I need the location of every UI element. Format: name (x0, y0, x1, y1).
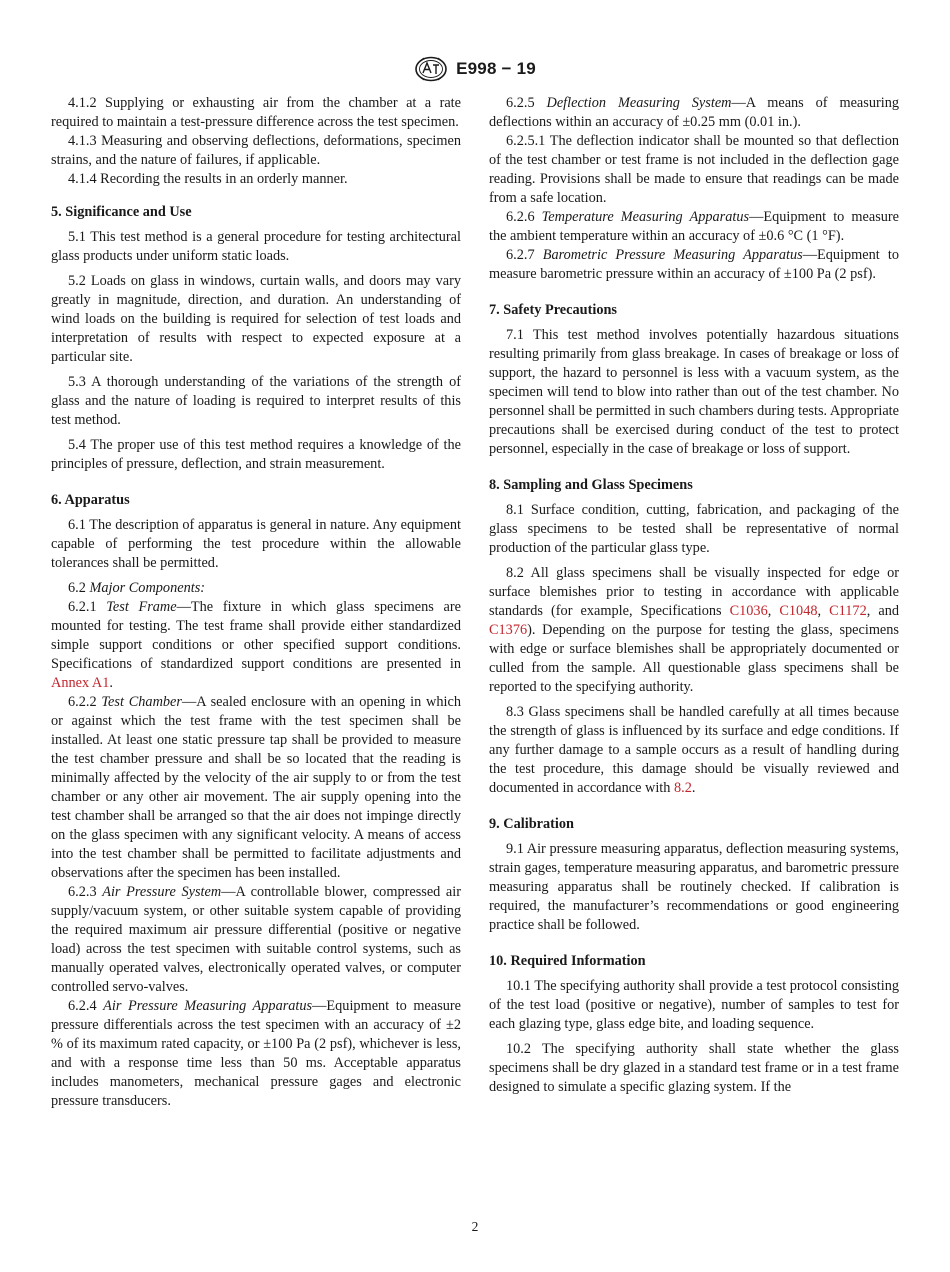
annex-a1-link[interactable]: Annex A1 (51, 675, 110, 691)
paragraph-text: —A means of measuring deflections within an accuracy of ±0.25 mm (0.01 in.). (489, 95, 900, 130)
page-number: 2 (471, 1219, 479, 1234)
separator: , (767, 603, 780, 619)
paragraph-text: —Equipment to measure the ambient temperature within an accuracy of ±0.6 °C (1 °F). (489, 209, 900, 244)
paragraph-8-1: 8.1 Surface condition, cutting, fabrication, and packaging of the glass specimens to be tested shall be representative of normal production of the particular glass type. (489, 502, 899, 556)
paragraph-10-1: 10.1 The specifying authority shall provide a test protocol consisting of the test load (positive or negative), number of samples to test for each glazing type, glass edge bite, and loading sequence. (489, 978, 899, 1032)
left-column (51, 94, 461, 1111)
c1376-link[interactable]: C1376 (489, 622, 528, 638)
paragraph-title: Major Components: (89, 580, 206, 596)
paragraph-5-1: 5.1 This test method is a general procedure for testing architectural glass products under uniform static loads. (51, 229, 461, 264)
paragraph-6-2-3 (51, 883, 461, 997)
paragraph-6-2-4 (51, 997, 461, 1111)
separator: , and (866, 603, 899, 619)
paragraph-text-end: . (691, 780, 696, 796)
paragraph-title: Test Frame (106, 599, 177, 615)
paragraph-title: Air Pressure Measuring Apparatus (103, 998, 313, 1014)
paragraph-text: 8.2 All glass specimens shall be visually inspected for edge or surface blemishes prior to testing in accordance with applicable standards (for example, Specifications (489, 565, 899, 619)
paragraph-6-2-2 (51, 693, 461, 883)
paragraph-number: 6.2 (68, 580, 86, 596)
section-8-2-link[interactable]: 8.2 (674, 780, 692, 796)
paragraph-number: 6.2.4 (68, 998, 97, 1014)
paragraph-number: 6.2.6 (506, 209, 535, 225)
paragraph-number: 6.2.1 (68, 599, 97, 615)
paragraph-9-1: 9.1 Air pressure measuring apparatus, deflection measuring systems, strain gages, temperature measuring apparatus, and barometric pressure measuring apparatus shall be routinely checked. If calibration is required, the manufacturer’s recommendations or good engineering practice shall be followed. (489, 841, 899, 933)
paragraph-5-4: 5.4 The proper use of this test method requires a knowledge of the principles of pressure, deflection, and strain measurement. (51, 437, 461, 472)
paragraph-5-2: 5.2 Loads on glass in windows, curtain walls, and doors may vary greatly in magnitude, direction, and duration. An understanding of wind loads on the building is required for selection of test loads and interpretation of results with respect to expected exposure at a particular site. (51, 273, 461, 365)
paragraph-6-2-7 (489, 246, 899, 284)
c1048-link[interactable]: C1048 (779, 603, 818, 619)
paragraph-text: —A sealed enclosure with an opening in which or against which the test frame with the test specimen shall be installed. At least one static pressure tap shall be provided to measure the test chamber pressure and shall be so located that the reading is minimally affected by the velocity of the air supply to or from the test chamber or any other air movement. The air supply opening into the test chamber shall be arranged so that the air does not impinge directly on the glass specimen with any significant velocity. A means of access into the test chamber shall be permitted to facilitate adjustments and observations after the specimen has been installed. (51, 694, 461, 881)
paragraph-10-2: 10.2 The specifying authority shall state whether the glass specimens shall be dry glazed in a standard test frame or in a test frame designed to simulate a specific glazing system. If the (489, 1041, 899, 1095)
paragraph-text: ). Depending on the purpose for testing the glass, specimens with edge or surface blemishes shall be appropriately documented or culled from the sample. All questionable glass specimens shall be reported to the specifying authority. (489, 622, 899, 695)
paragraph-4-1-3: 4.1.3 Measuring and observing deflections, deformations, specimen strains, and the nature of failures, if applicable. (51, 133, 461, 168)
paragraph-text: —Equipment to measure barometric pressure within an accuracy of ±100 Pa (2 psf). (489, 247, 899, 282)
section-heading-9: 9. Calibration (489, 816, 574, 832)
section-heading-6: 6. Apparatus (51, 492, 130, 508)
paragraph-text: —The fixture in which glass specimens are mounted for testing. The test frame shall provide either standardized simple support conditions or other specified support conditions. Specifications of standardized support conditions are presented in (51, 599, 461, 672)
document-id: E998 − 19 (456, 59, 536, 78)
astm-logo-icon (414, 56, 448, 82)
paragraph-title: Deflection Measuring System (546, 95, 732, 111)
paragraph-6-2-5-1: 6.2.5.1 The deflection indicator shall be mounted so that deflection of the test chamber or test frame is not included in the deflection gage reading. Provisions shall be made to ensure that readings can be made from a safe location. (489, 133, 899, 206)
paragraph-6-2 (51, 579, 461, 598)
page-header (0, 56, 950, 82)
section-heading-5: 5. Significance and Use (51, 204, 192, 220)
paragraph-6-2-1 (51, 598, 461, 693)
right-column (489, 94, 899, 1097)
paragraph-6-1: 6.1 The description of apparatus is general in nature. Any equipment capable of performing the test procedure within the allowable tolerances shall be permitted. (51, 517, 461, 571)
paragraph-title: Barometric Pressure Measuring Apparatus (542, 247, 803, 263)
paragraph-title: Test Chamber (101, 694, 182, 710)
paragraph-5-3: 5.3 A thorough understanding of the variations of the strength of glass and the nature of loading is required to interpret results of this test method. (51, 374, 461, 428)
section-heading-7: 7. Safety Precautions (489, 302, 617, 318)
paragraph-8-3 (489, 703, 899, 798)
paragraph-number: 6.2.3 (68, 884, 97, 900)
paragraph-title: Air Pressure System (102, 884, 222, 900)
paragraph-text-end: . (109, 675, 113, 691)
paragraph-title: Temperature Measuring Apparatus (541, 209, 750, 225)
paragraph-7-1: 7.1 This test method involves potentially hazardous situations resulting primarily from glass breakage. In cases of breakage or loss of support, the hazard to personnel is less with a vacuum system, as the specimen will tend to blow into rather than out of the test chamber. No personnel shall be permitted in such chambers during tests. Appropriate precautions shall be exercised during conduct of the test to protect personnel, especially in the case of breakage or loss of support. (489, 327, 899, 457)
paragraph-number: 6.2.5 (506, 95, 535, 111)
paragraph-number: 6.2.7 (506, 247, 535, 263)
paragraph-text: —A controllable blower, compressed air supply/vacuum system, or other suitable system capable of providing the required maximum air pressure differential (positive or negative load) across the test specimen with suitable control systems, such as manually operated valves, electronically operated valves, or computer controlled servo-valves. (51, 884, 462, 995)
c1172-link[interactable]: C1172 (829, 603, 867, 619)
paragraph-text: —Equipment to measure pressure differentials across the test specimen with an accuracy of ±2 % of its maximum rated capacity, or ±100 Pa (2 psf), whichever is less, and with a response time less than 50 ms. Acceptable apparatus includes manometers, mechanical pressure gages and electronic pressure transducers. (51, 998, 462, 1109)
c1036-link[interactable]: C1036 (729, 603, 768, 619)
paragraph-6-2-6 (489, 208, 899, 246)
section-heading-10: 10. Required Information (489, 953, 646, 969)
paragraph-number: 6.2.2 (68, 694, 97, 710)
paragraph-6-2-5 (489, 94, 899, 132)
paragraph-4-1-2: 4.1.2 Supplying or exhausting air from the chamber at a rate required to maintain a test-pressure difference across the test specimen. (51, 95, 461, 130)
paragraph-8-2 (489, 564, 899, 697)
paragraph-4-1-4: 4.1.4 Recording the results in an orderly manner. (68, 171, 348, 187)
separator: , (817, 603, 830, 619)
section-heading-8: 8. Sampling and Glass Specimens (489, 477, 693, 493)
paragraph-text: 8.3 Glass specimens shall be handled carefully at all times because the strength of glass is influenced by its surface and edge conditions. If any further damage to a sample occurs as a result of handling during the test procedure, this damage should be visually reviewed and documented in accordance with (489, 704, 899, 796)
